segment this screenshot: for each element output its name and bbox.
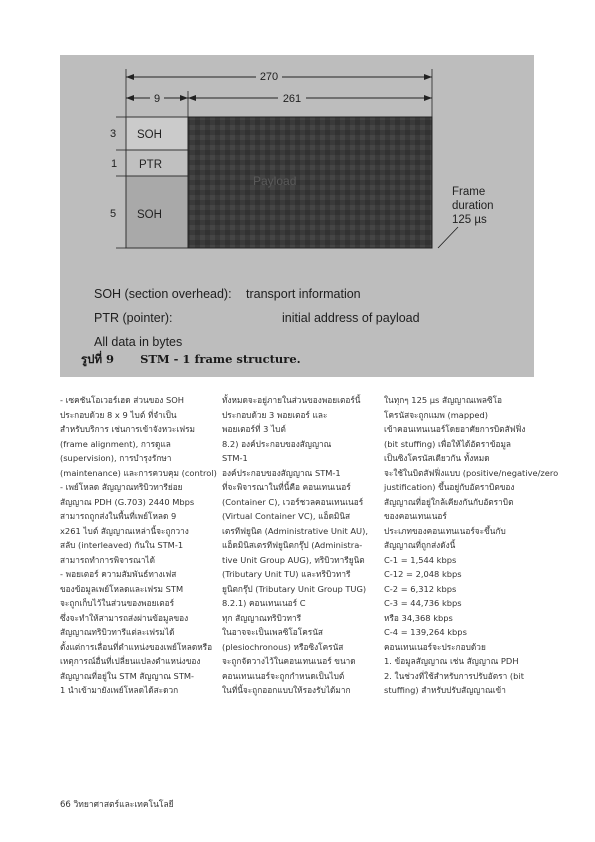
col1-line: สัญญาณ PDH (G.703) 2440 Mbps <box>60 496 195 507</box>
col3-line: 1. ข้อมูลสัญญาณ เช่น สัญญาณ PDH <box>384 656 519 666</box>
legend-ptr-value: initial address of payload <box>282 311 420 325</box>
dim-right-label: 261 <box>282 93 302 105</box>
col1-line: - เซคชันโอเวอร์เฮด ส่วนของ SOH <box>60 395 185 405</box>
dim-total-label: 270 <box>259 71 279 83</box>
col1-line: - เพย์โหลด สัญญาณทริบิวทารีย่อย <box>60 482 183 492</box>
col3-line: ในทุกๆ 125 µs สัญญาณเพลซิโอ <box>384 395 503 405</box>
col3-line: C-12 = 2,048 kbps <box>384 569 462 579</box>
col3-line: เป็นซิงโครนัสเดียวกัน ทั้งหมด <box>384 453 490 463</box>
col1-line: (frame alignment), การดูแล <box>60 438 171 449</box>
col2-line: เตรทีฟยูนิต (Administrative Unit AU), <box>222 525 368 536</box>
col2-line: ทั้งหมดจะอยู่ภายในส่วนของพอยเตอร์นี้ <box>222 395 361 405</box>
col2-line: ยูนิตกรุ๊ป (Tributary Unit Group TUG) <box>222 583 367 594</box>
legend-soh-key: SOH (section overhead): <box>94 287 232 301</box>
col1-line: สัญญาณที่อยู่ใน STM สัญญาณ STM- <box>60 670 195 681</box>
col2-line: 8.2) องค์ประกอบของสัญญาณ <box>222 438 332 449</box>
dimension-261 <box>188 91 432 105</box>
col2-line: tive Unit Group AUG), ทริบิวทารียูนิต <box>222 554 365 565</box>
col1-line: สามารถถูกส่งในพื้นที่เพย์โหลด 9 <box>60 511 177 521</box>
soh-bottom-label: SOH <box>137 209 162 221</box>
dimension-9 <box>126 91 188 105</box>
col3-line: โครนัสจะถูกแมพ (mapped) <box>384 409 489 420</box>
legend-soh-value: transport information <box>246 287 361 301</box>
col3-line: คอนเทนเนอร์จะประกอบด้วย <box>384 641 486 652</box>
legend-ptr-key: PTR (pointer): <box>94 311 173 325</box>
col3-line: C-3 = 44,736 kbps <box>384 598 462 608</box>
col1-line: ประกอบด้วย 8 x 9 ไบต์ ที่จำเป็น <box>60 409 177 420</box>
col2-line: (Container C), เวอร์ชวลคอนเทนเนอร์ <box>222 496 364 507</box>
legend-ptr <box>94 311 514 325</box>
col3-line: หรือ 34,368 kbps <box>384 612 453 623</box>
col2-line: ในที่นี้จะถูกออกแบบให้รองรับได้มาก <box>222 685 351 695</box>
col1-line: x261 ไบต์ สัญญาณเหล่านี้จะถูกวาง <box>60 525 189 536</box>
dim-left-label: 9 <box>153 93 161 105</box>
figure-panel <box>60 55 534 377</box>
col1-line: จะถูกเก็บไว้ในส่วนของพอยเตอร์ <box>60 598 175 608</box>
row-ptr-label: 1 <box>111 158 118 170</box>
col3-line: จะใช้ในบิตสัฟฟิ่งแบบ (positive/negative/zero <box>384 467 559 478</box>
frame-note-line-2: duration <box>452 200 494 212</box>
col2-line: พอยเตอร์ที่ 3 ไบต์ <box>222 424 286 434</box>
col1-line: ซึ่งจะทำให้สามารถส่งผ่านข้อมูลของ <box>60 612 189 623</box>
col2-line: แอ็ดมินิสเตรทีฟยูนิตกรุ๊ป (Administra- <box>222 540 363 550</box>
col2-line: (Tributary Unit TU) และทริบิวทารี <box>222 569 351 579</box>
row-soh-top-label: 3 <box>110 128 117 140</box>
col2-line: ที่จะพิจารณาในที่นี้คือ คอนเทนเนอร์ <box>222 482 351 492</box>
col3-line: เข้าคอนเทนเนอร์โดยอาศัยการบิตสัฟฟิ่ง <box>384 424 526 434</box>
col2-line: ประกอบด้วย 3 พอยเตอร์ และ <box>222 409 328 420</box>
figure-caption <box>81 351 301 369</box>
caption-title: STM - 1 frame structure. <box>140 352 301 366</box>
frame-note-pointer <box>438 227 458 248</box>
col1-line: ตั้งแต่การเลื่อนที่ตำแหน่งของเพย์โหลดหรือ <box>60 641 213 652</box>
legend-note <box>94 335 514 349</box>
col2-line: (Virtual Container VC), แอ็ดมินิส <box>222 511 351 521</box>
caption-label: รูปที่ 9 <box>81 352 115 366</box>
col3-line: C-1 = 1,544 kbps <box>384 554 457 565</box>
col2-line: STM-1 <box>222 453 248 463</box>
col2-line: 8.2.1) คอนเทนเนอร์ C <box>222 598 306 608</box>
page-footer: 66 วิทยาศาสตร์และเทคโนโลยี <box>60 800 174 810</box>
legend-soh <box>94 287 514 301</box>
row-soh-bottom-label: 5 <box>110 208 117 220</box>
col2-line: ทุก สัญญาณทริบิวทารี <box>222 612 302 623</box>
soh-top-label: SOH <box>137 129 162 141</box>
col2-line: องค์ประกอบของสัญญาณ STM-1 <box>222 467 341 478</box>
col3-line: ประเภทของคอนเทนเนอร์จะขึ้นกับ <box>384 525 506 536</box>
stm1-frame-diagram <box>60 55 534 377</box>
col2-line: ในอาจจะเป็นเพลซิโอโครนัส <box>222 627 323 637</box>
text-column-2 <box>222 393 372 698</box>
col3-line: justification) ขึ้นอยู่กับอัตราบิตของ <box>384 482 515 492</box>
col1-line: 1 นำเข้ามายังเพย์โหลดได้สะดวก <box>60 685 179 695</box>
col1-line: เหตุการณ์อื่นที่เปลี่ยนแปลงตำแหน่งของ <box>60 656 201 666</box>
col3-line: 2. ในช่วงที่ใช้สำหรับการปรับอัตรา (bit <box>384 670 524 681</box>
col1-line: สัญญาณทริบิวทารีแต่ละเฟรมได้ <box>60 627 175 637</box>
col3-line: (bit stuffing) เพื่อให้ได้อัตราข้อมูล <box>384 438 512 449</box>
col3-line: ของคอนเทนเนอร์ <box>384 511 447 521</box>
col2-line: จะถูกจัดวางไว้ในคอนเทนเนอร์ ขนาด <box>222 656 356 666</box>
frame-note-line-1: Frame <box>452 186 486 198</box>
text-column-1 <box>60 393 217 698</box>
dimension-270 <box>126 70 432 83</box>
col1-line: (supervision), การบำรุงรักษา <box>60 453 172 463</box>
col3-line: C-2 = 6,312 kbps <box>384 583 457 594</box>
col1-line: (maintenance) และการควบคุม (control) <box>60 467 217 478</box>
legend-note-text: All data in bytes <box>94 335 183 349</box>
col3-line: สัญญาณที่ถูกส่งดังนี้ <box>384 540 456 550</box>
payload-label: Payload <box>253 174 297 188</box>
ptr-label: PTR <box>139 159 162 171</box>
payload-block <box>188 117 432 248</box>
text-column-3 <box>384 393 559 698</box>
col1-line: - พอยเตอร์ ความสัมพันธ์ทางเฟส <box>60 569 177 579</box>
col1-line: สลับ (interleaved) กันใน STM-1 <box>60 540 184 550</box>
col3-line: C-4 = 139,264 kbps <box>384 627 467 637</box>
col2-line: คอนเทนเนอร์จะถูกกำหนดเป็นไบต์ <box>222 670 345 681</box>
col3-line: สัญญาณที่อยู่ใกล้เคียงกันกับอัตราบิต <box>384 496 514 507</box>
col1-line: สามารถทำการพิจารณาได้ <box>60 554 155 565</box>
col3-line: stuffing) สำหรับปรับสัญญาณเข้า <box>384 685 506 695</box>
col2-line: (plesiochronous) หรือซิงโครนัส <box>222 641 344 652</box>
col1-line: สำหรับบริการ เช่นการเข้าจังหวะเฟรม <box>60 424 195 434</box>
frame-note-line-3: 125 µs <box>452 214 487 226</box>
col1-line: ของข้อมูลเพย์โหลดและเฟรม STM <box>60 583 184 594</box>
